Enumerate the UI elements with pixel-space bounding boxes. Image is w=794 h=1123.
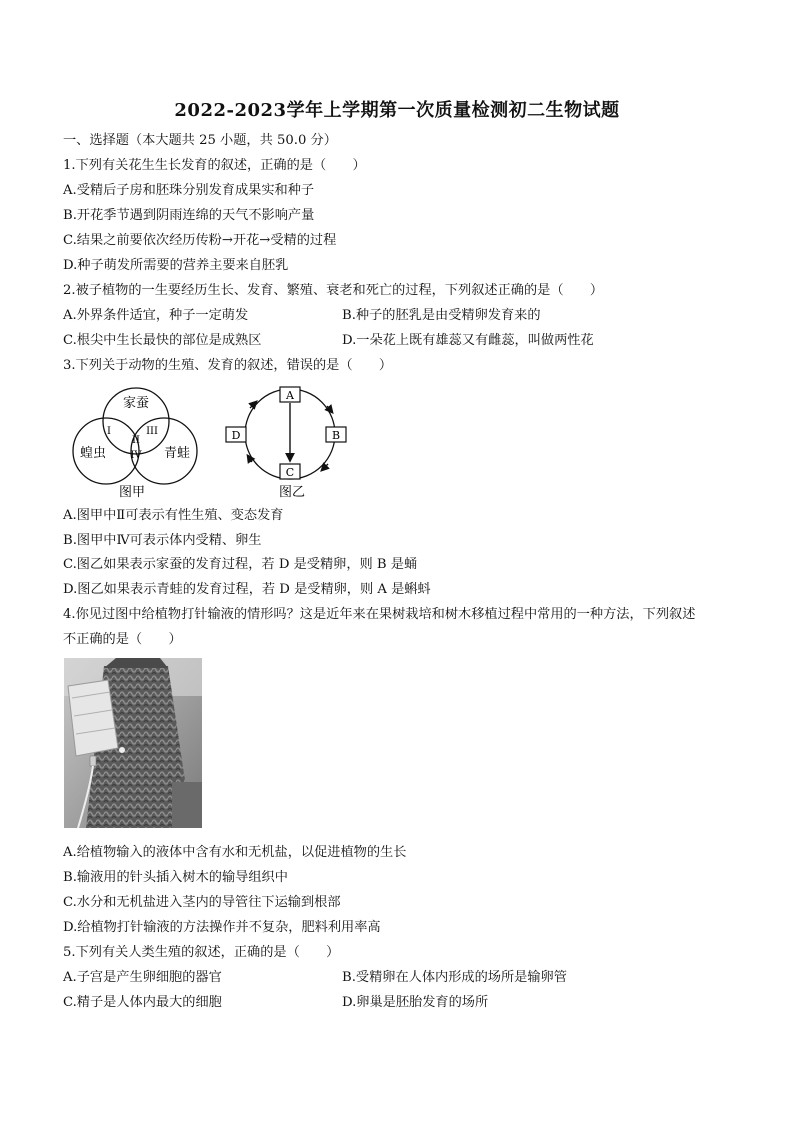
q3-option-c: C.图乙如果表示家蚕的发育过程，若 D 是受精卵，则 B 是蛹 — [63, 557, 418, 572]
venn-label-frog: 青蛙 — [163, 446, 191, 461]
venn-region-2: II — [132, 435, 140, 446]
section-heading: 一、选择题（本大题共 25 小题，共 50.0 分） — [63, 133, 337, 148]
q3-option-d: D.图乙如果表示青蛙的发育过程，若 D 是受精卵，则 A 是蝌蚪 — [63, 582, 431, 597]
q5-option-b: B.受精卵在人体内形成的场所是输卵管 — [342, 970, 567, 985]
q3-option-a: A.图甲中Ⅱ可表示有性生殖、变态发育 — [63, 508, 284, 523]
q4-option-c: C.水分和无机盐进入茎内的导管往下运输到根部 — [63, 895, 341, 910]
page-title: 2022-2023学年上学期第一次质量检测初二生物试题 — [174, 100, 620, 121]
venn-region-1: I — [107, 426, 111, 437]
cycle-label-a: A — [286, 389, 294, 402]
q5-option-c: C.精子是人体内最大的细胞 — [63, 995, 222, 1010]
cycle-label-b: B — [331, 429, 341, 442]
venn-label-silkworm: 家蚕 — [122, 396, 150, 411]
tree-infusion-photo — [64, 658, 202, 828]
venn-region-3: III — [146, 426, 158, 437]
q4-stem-line1: 4.你见过图中给植物打针输液的情形吗？这是近年来在果树栽培和树木移植过程中常用的一种方法，下列叙述 — [63, 607, 696, 622]
q3-stem: 3.下列关于动物的生殖、发育的叙述，错误的是（ ） — [63, 358, 393, 373]
venn-region-4: IV — [130, 450, 142, 461]
venn-label-locust: 蝗虫 — [79, 446, 107, 461]
q1-option-a: A.受精后子房和胚珠分别发育成果实和种子 — [63, 183, 315, 198]
q5-stem: 5.下列有关人类生殖的叙述，正确的是（ ） — [63, 945, 340, 960]
q4-option-a: A.给植物输入的液体中含有水和无机盐，以促进植物的生长 — [63, 845, 407, 860]
q5-option-d: D.卵巢是胚胎发育的场所 — [342, 995, 489, 1010]
q1-option-c: C.结果之前要依次经历传粉→开花→受精的过程 — [63, 233, 337, 248]
q4-option-b: B.输液用的针头插入树木的输导组织中 — [63, 870, 288, 885]
q3-option-b: B.图甲中Ⅳ可表示体内受精、卵生 — [63, 533, 262, 548]
q5-option-a: A.子宫是产生卵细胞的器官 — [63, 970, 222, 985]
q1-stem: 1.下列有关花生生长发育的叙述，正确的是（ ） — [63, 158, 366, 173]
venn-diagram-figure — [64, 384, 209, 502]
cycle-label-d: D — [231, 429, 241, 442]
cycle-label-c: C — [285, 466, 295, 479]
q1-option-d: D.种子萌发所需要的营养主要来自胚乳 — [63, 258, 289, 273]
q2-option-b: B.种子的胚乳是由受精卵发育来的 — [342, 308, 541, 323]
q2-option-c: C.根尖中生长最快的部位是成熟区 — [63, 333, 262, 348]
q2-option-d: D.一朵花上既有雄蕊又有雌蕊，叫做两性花 — [342, 333, 594, 348]
figure-a-caption: 图甲 — [118, 485, 146, 500]
q4-option-d: D.给植物打针输液的方法操作并不复杂，肥料利用率高 — [63, 920, 381, 935]
q1-option-b: B.开花季节遇到阴雨连绵的天气不影响产量 — [63, 208, 315, 223]
q2-option-a: A.外界条件适宜，种子一定萌发 — [63, 308, 249, 323]
q2-stem: 2.被子植物的一生要经历生长、发育、繁殖、衰老和死亡的过程，下列叙述正确的是（ ） — [63, 283, 604, 298]
q4-stem-line2: 不正确的是（ ） — [63, 632, 182, 647]
figure-b-caption: 图乙 — [278, 485, 306, 500]
cycle-diagram-figure — [222, 384, 362, 502]
